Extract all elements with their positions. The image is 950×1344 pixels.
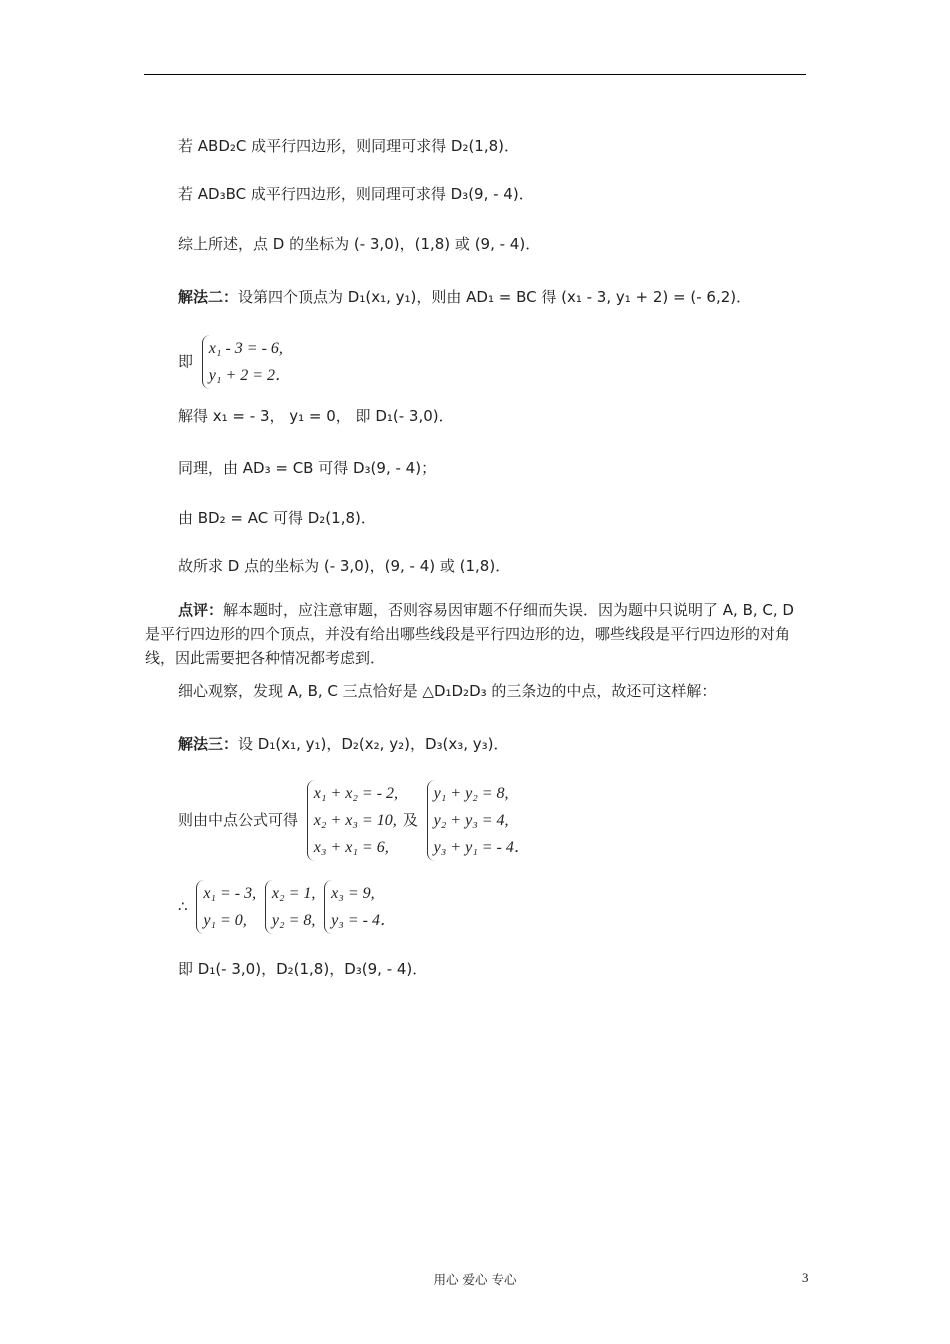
equation-row: y₁ = 0, (203, 912, 247, 929)
equation-row: x₃ = 9, (331, 885, 375, 902)
equation-row: x₁ + x₂ = - 2, (313, 785, 399, 802)
brace-system (202, 335, 291, 389)
and-word: 及 (402, 811, 418, 829)
text-line-6: 解得 x₁ = - 3， y₁ = 0， 即 D₁(- 3,0)． (178, 407, 454, 425)
brace-system-y (427, 780, 530, 861)
solution-three-line (178, 733, 509, 755)
text-line-1: 若 ABD₂C 成平行四边形，则同理可求得 D₂(1,8)． (178, 137, 520, 155)
comment-paragraph (145, 598, 805, 670)
equation-row: y₂ + y₃ = 4, (433, 812, 509, 829)
solution-three-text: 设 D₁(x₁, y₁)，D₂(x₂, y₂)，D₃(x₃, y₃)． (238, 735, 509, 753)
brace-system-d1 (196, 880, 256, 934)
footer-motto: 用心 爱心 专心 (433, 1272, 517, 1287)
brace-system-d3 (324, 880, 396, 934)
solution-two-text: 设第四个顶点为 D₁(x₁, y₁)，则由 AD₁ = BC 得 (x₁ - 3, y₁ + 2) = (- 6,2)． (238, 288, 752, 306)
brace-system-d2 (265, 880, 315, 934)
solution-two-line (178, 286, 751, 308)
equation-row: y₁ + y₂ = 8, (433, 785, 509, 802)
text-line-9: 故所求 D 点的坐标为 (- 3,0)，(9, - 4) 或 (1,8)． (178, 557, 511, 575)
comment-text: 解本题时，应注意审题，否则容易因审题不仔细而失误．因为题中只说明了 A, B, C, D 是平行四边形的四个顶点，并没有给出哪些线段是平行四边形的边，哪些线段是平行四边形的对角线，因此需要把各种情况都考虑到． (145, 601, 794, 667)
equation-row: x₃ + x₁ = 6, (313, 839, 389, 856)
comment-label: 点评： (178, 601, 224, 619)
solution-three-label: 解法三： (178, 735, 239, 753)
equation-system-1 (178, 335, 291, 389)
equation-row: x₂ = 1, (271, 885, 316, 902)
midpoint-systems (178, 780, 530, 861)
equation-row: y₂ = 8, (271, 912, 316, 929)
equation-row: y₃ + y₁ = - 4． (433, 839, 530, 856)
text-line-8: 由 BD₂ = AC 可得 D₂(1,8)． (178, 509, 376, 527)
equation-row: x₁ - 3 = - 6, (208, 340, 283, 357)
equation-prefix: 即 (178, 352, 194, 371)
header-rule (144, 74, 806, 75)
equation-row: x₁ = - 3, (203, 885, 257, 902)
text-line-3: 综上所述，点 D 的坐标为 (- 3,0)，(1,8) 或 (9, - 4)． (178, 235, 541, 253)
solution-two-label: 解法二： (178, 288, 239, 306)
observation-line: 细心观察，发现 A, B, C 三点恰好是 △D₁D₂D₃ 的三条边的中点，故还可这样解： (178, 682, 717, 700)
equation-row: x₂ + x₃ = 10, (313, 812, 397, 829)
equation-row: y₃ = - 4． (331, 912, 396, 929)
text-line-2: 若 AD₃BC 成平行四边形，则同理可求得 D₃(9, - 4)． (178, 185, 534, 203)
text-line-13: 即 D₁(- 3,0)，D₂(1,8)，D₃(9, - 4)． (178, 960, 428, 978)
equation-row: y₁ + 2 = 2． (208, 367, 292, 384)
therefore-symbol: ∴ (178, 897, 188, 916)
text-line-7: 同理，由 AD₃ = CB 可得 D₃(9, - 4)； (178, 459, 437, 477)
solution-systems (178, 880, 396, 934)
midpoint-prefix: 则由中点公式可得 (178, 811, 299, 829)
brace-system-x (307, 780, 398, 861)
page-number: 3 (802, 1270, 809, 1285)
